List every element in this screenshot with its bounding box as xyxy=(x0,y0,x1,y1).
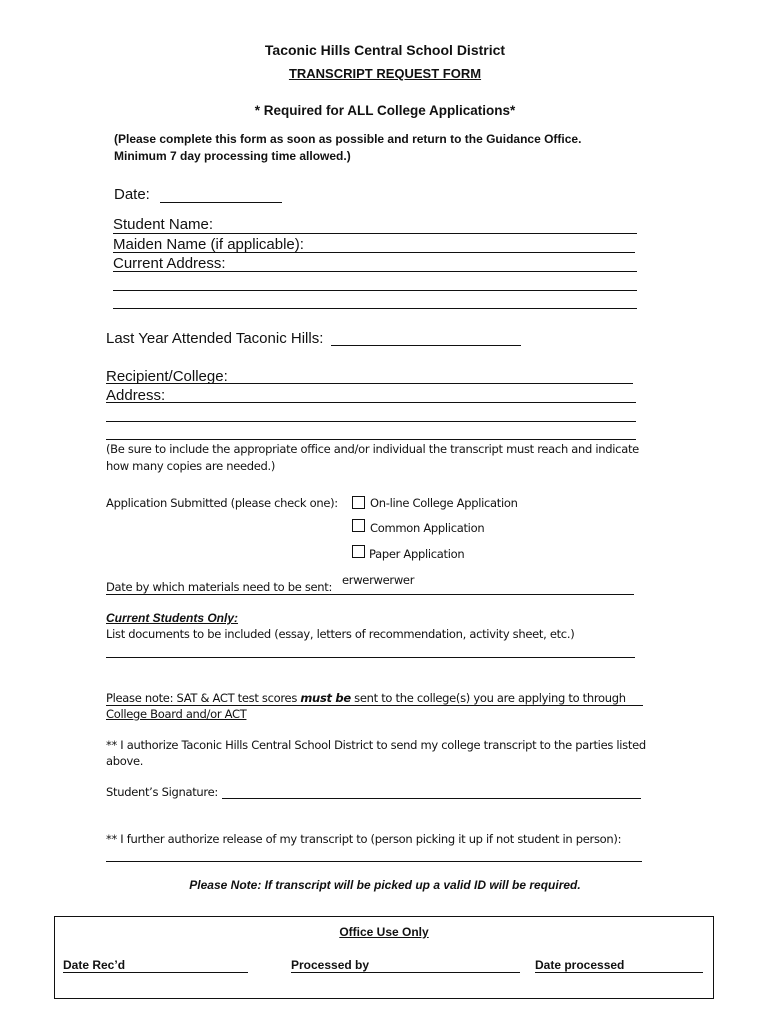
online-application-checkbox[interactable] xyxy=(352,496,365,509)
last-year-label: Last Year Attended Taconic Hills: xyxy=(106,330,324,347)
student-name-label: Student Name: xyxy=(113,216,214,233)
signature-field[interactable] xyxy=(222,798,641,799)
common-application-checkbox[interactable] xyxy=(352,519,365,532)
current-students-text: List documents to be included (essay, letters of recommendation, activity sheet, etc.) xyxy=(106,627,575,641)
form-title: TRANSCRIPT REQUEST FORM xyxy=(288,66,482,81)
online-application-label: On-line College Application xyxy=(370,496,518,510)
date-processed-field[interactable] xyxy=(535,972,703,973)
student-name-field[interactable] xyxy=(113,233,637,234)
common-application-label: Common Application xyxy=(370,521,485,535)
application-label: Application Submitted (please check one): xyxy=(106,496,338,510)
date-needed-field[interactable] xyxy=(106,594,634,595)
date-label: Date: xyxy=(114,186,150,203)
current-address-label: Current Address: xyxy=(113,255,226,272)
recipient-label: Recipient/College: xyxy=(106,368,228,385)
authorization-line1: ** I authorize Taconic Hills Central School District to send my college transcript to the parties listed xyxy=(106,738,646,752)
required-note: * Required for ALL College Applications* xyxy=(254,103,516,118)
recipient-address-line3[interactable] xyxy=(106,439,636,440)
instructions-line2: Minimum 7 day processing time allowed.) xyxy=(114,149,351,163)
id-note: Please Note: If transcript will be picked up a valid ID will be required. xyxy=(189,878,581,892)
date-received-label: Date Rec’d xyxy=(63,958,126,972)
pickup-person-field[interactable] xyxy=(106,861,642,862)
instructions-line1: (Please complete this form as soon as possible and return to the Guidance Office. xyxy=(114,132,582,146)
scores-note-line1: Please note: SAT & ACT test scores must be sent to the college(s) you are applying to through xyxy=(106,691,626,705)
recipient-address-line2[interactable] xyxy=(106,421,636,422)
scores-note-underline xyxy=(106,705,643,706)
office-use-title: Office Use Only xyxy=(339,925,429,939)
authorization-line2: above. xyxy=(106,754,144,768)
paper-application-label: Paper Application xyxy=(369,547,465,561)
date-received-field[interactable] xyxy=(63,972,248,973)
office-use-box xyxy=(54,916,714,999)
date-processed-label: Date processed xyxy=(535,958,625,972)
recipient-field[interactable] xyxy=(106,383,633,384)
recipient-note-line1: (Be sure to include the appropriate office and/or individual the transcript must reach and indicate xyxy=(106,442,639,456)
scores-note-line2: College Board and/or ACT xyxy=(106,707,247,721)
further-authorization: ** I further authorize release of my transcript to (person picking it up if not student in person): xyxy=(106,832,622,846)
signature-label: Student’s Signature: xyxy=(106,785,218,799)
current-address-line3[interactable] xyxy=(113,308,637,309)
current-address-line2[interactable] xyxy=(113,290,637,291)
maiden-name-field[interactable] xyxy=(113,252,635,253)
date-field[interactable] xyxy=(160,202,282,203)
date-needed-value[interactable]: erwerwerwer xyxy=(342,573,415,587)
recipient-note-line2: how many copies are needed.) xyxy=(106,459,276,473)
paper-application-checkbox[interactable] xyxy=(352,545,365,558)
last-year-field[interactable] xyxy=(331,345,521,346)
processed-by-field[interactable] xyxy=(291,972,520,973)
recipient-address-label: Address: xyxy=(106,387,166,404)
current-students-heading: Current Students Only: xyxy=(106,611,239,625)
documents-field[interactable] xyxy=(106,657,635,658)
date-needed-label: Date by which materials need to be sent: xyxy=(106,580,333,594)
current-address-field[interactable] xyxy=(113,271,637,272)
processed-by-label: Processed by xyxy=(291,958,370,972)
district-name: Taconic Hills Central School District xyxy=(264,42,506,58)
recipient-address-field[interactable] xyxy=(106,402,636,403)
maiden-name-label: Maiden Name (if applicable): xyxy=(113,236,304,253)
